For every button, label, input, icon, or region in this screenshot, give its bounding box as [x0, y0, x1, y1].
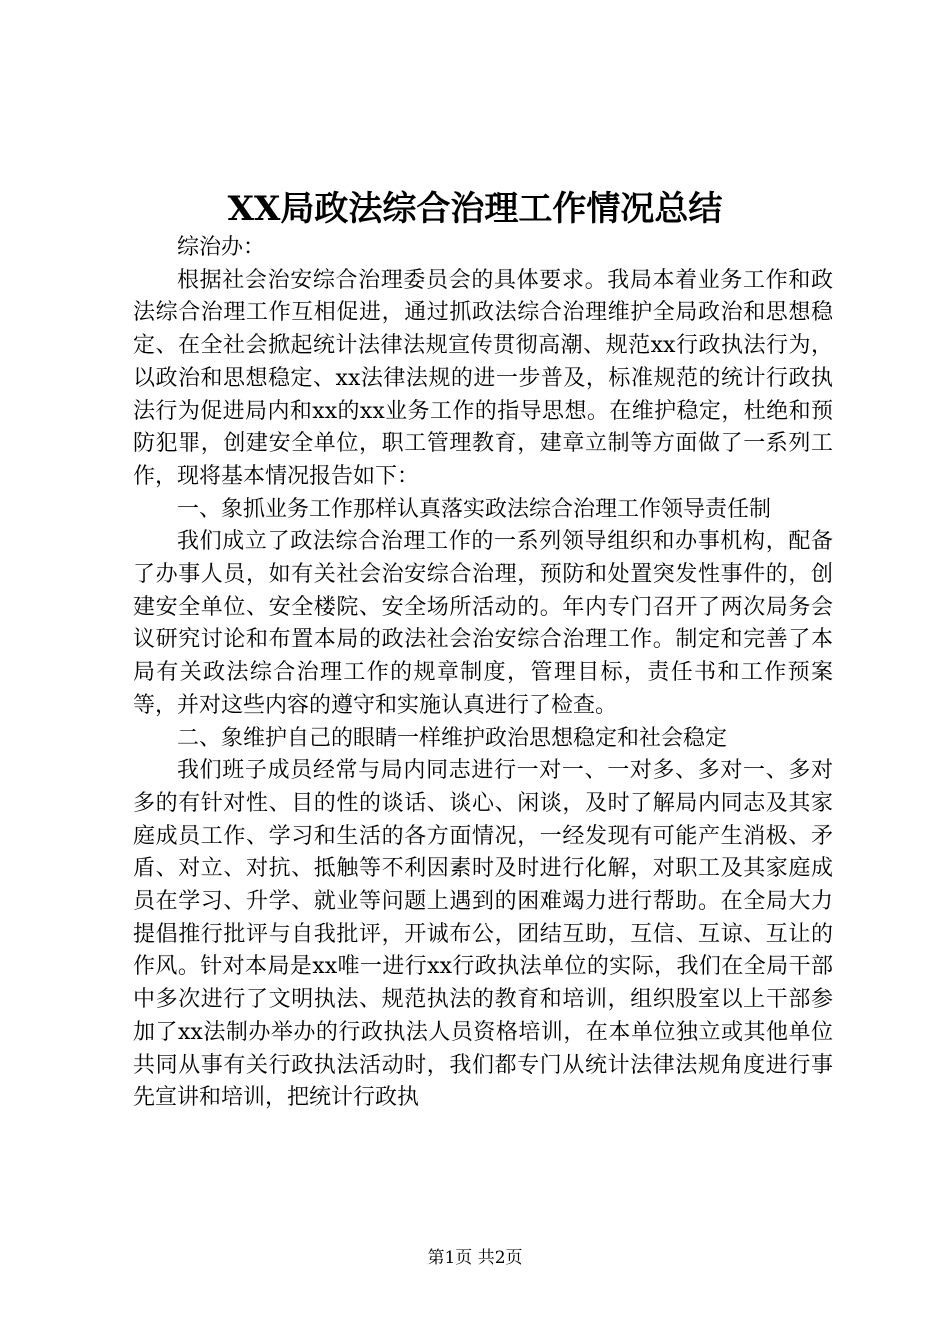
- page-footer: 第1页 共2页: [427, 1248, 523, 1268]
- salutation: 综治办：: [177, 235, 266, 260]
- document-body: [133, 232, 833, 1115]
- section-heading-2: 二、象维护自己的眼睛一样维护政治思想稳定和社会稳定: [177, 725, 728, 751]
- document-title: XX局政法综合治理工作情况总结: [227, 189, 723, 229]
- paragraph-intro: 根据社会治安综合治理委员会的具体要求。我局本着业务工作和政法综合治理工作互相促进，通过抓政法综合治理维护全局政治和思想稳定、在全社会掀起统计法律法规宣传贯彻高潮、规范xx行政执法行为，以政治和思想稳定、xx法律法规的进一步普及，标准规范的统计行政执法行为促进局内和xx的xx业务工作的指导思想。在维护稳定，杜绝和预防犯罪，创建安全单位，职工管理教育，建章立制等方面做了一系列工作，现将基本情况报告如下：: [133, 267, 833, 489]
- paragraph-section-2: 我们班子成员经常与局内同志进行一对一、一对多、多对一、多对多的有针对性、目的性的谈话、谈心、闲谈，及时了解局内同志及其家庭成员工作、学习和生活的各方面情况，一经发现有可能产生消极、矛盾、对立、对抗、抵触等不利因素时及时进行化解，对职工及其家庭成员在学习、升学、就业等问题上遇到的困难竭力进行帮助。在全局大力提倡推行批评与自我批评，开诚布公，团结互助，互信、互谅、互让的作风。针对本局是xx唯一进行xx行政执法单位的实际，我们在全局干部中多次进行了文明执法、规范执法的教育和培训，组织股室以上干部参加了xx法制办举办的行政执法人员资格培训，在本单位独立或其他单位共同从事有关行政执法活动时，我们都专门从统计法律法规角度进行事先宣讲和培训，把统计行政执: [133, 758, 833, 1111]
- section-heading-1: 一、象抓业务工作那样认真落实政法综合治理工作领导责任制: [177, 496, 772, 522]
- paragraph-section-1: 我们成立了政法综合治理工作的一系列领导组织和办事机构，配备了办事人员，如有关社会治安综合治理，预防和处置突发性事件的，创建安全单位、安全楼院、安全场所活动的。年内专门召开了两次局务会议研究讨论和布置本局的政法社会治安综合治理工作。制定和完善了本局有关政法综合治理工作的规章制度，管理目标，责任书和工作预案等，并对这些内容的遵守和实施认真进行了检查。: [133, 529, 833, 718]
